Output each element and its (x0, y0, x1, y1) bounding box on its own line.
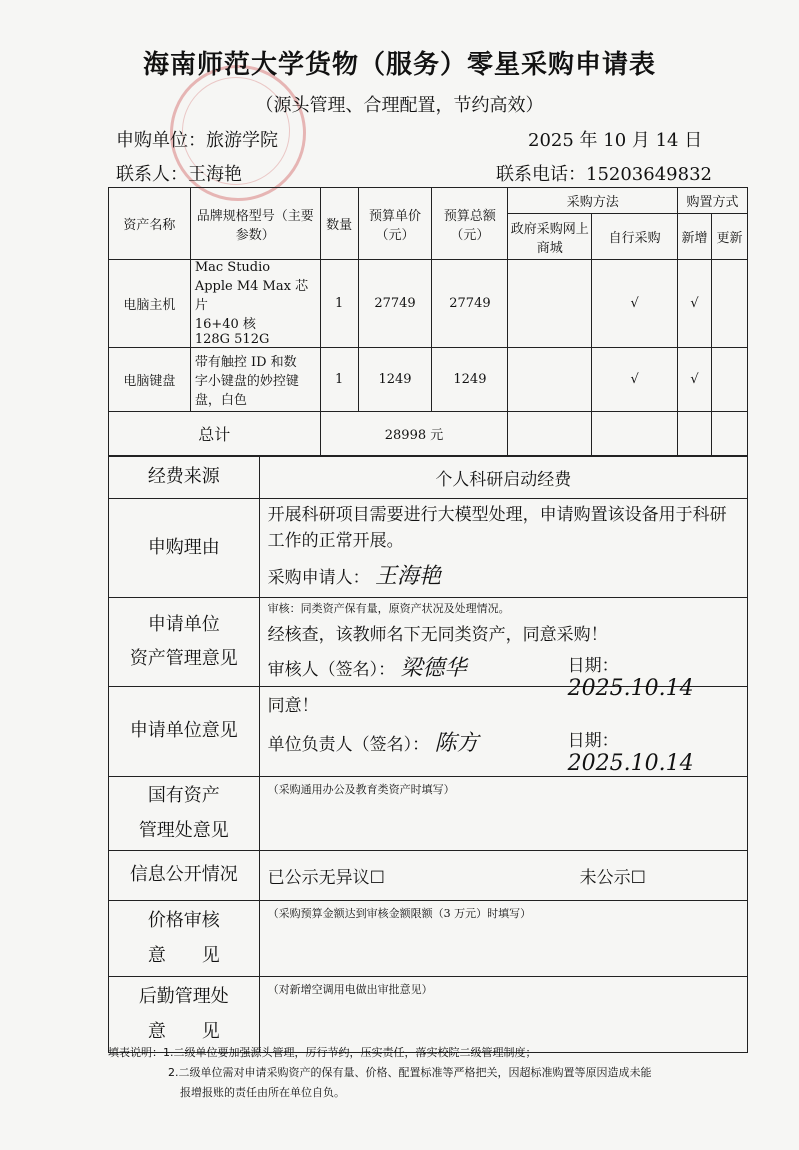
asset-name: 电脑主机 (109, 260, 191, 348)
fund-value: 个人科研启动经费 (259, 457, 747, 499)
state-asset-label-line: 管理处意见 (138, 819, 229, 841)
logistics-label-line: 意 见 (147, 1020, 220, 1042)
new-check: √ (678, 348, 712, 412)
footer-note-3: 报增报账的责任由所在单位自负。 (180, 1086, 345, 1099)
info-unpublished: 未公示☐ (579, 868, 646, 888)
asset-opinion: 经核查，该教师名下无同类资产，同意采购！ (267, 625, 608, 645)
asset-date-value: 2025.10.14 (567, 676, 694, 701)
sum-value: 28998 元 (320, 412, 508, 456)
logistics-label (109, 977, 260, 1053)
phone-value: 15203649832 (586, 164, 712, 185)
unit-opinion-label: 申请单位意见 (109, 687, 260, 777)
contact-field (116, 160, 242, 186)
col-total-header: 预算总额（元） (432, 188, 508, 260)
sum-row (109, 412, 748, 456)
col-method-gov-header: 政府采购网上商城 (508, 214, 592, 260)
unit-price-cell: 27749 (358, 260, 432, 348)
sum-empty-cell (711, 412, 747, 456)
method-self-check: √ (592, 348, 678, 412)
method-self-check: √ (592, 260, 678, 348)
leader-signature: 陈方 (434, 731, 479, 756)
total-cell: 27749 (432, 260, 508, 348)
renew-cell (711, 348, 747, 412)
unit-opinion: 同意！ (267, 696, 319, 716)
method-gov-cell (508, 348, 592, 412)
spec-line: Mac Studio (194, 260, 271, 275)
col-unit-price-header: 预算单价（元） (358, 188, 432, 260)
renew-cell (711, 260, 747, 348)
info-published: 已公示无异议☐ (267, 868, 385, 888)
method-gov-cell (508, 260, 592, 348)
unit-field (116, 126, 278, 152)
unit-date-field (568, 726, 739, 776)
applicant-label: 采购申请人： (267, 568, 370, 588)
state-asset-note: （采购通用办公及教育类资产时填写） (267, 783, 455, 796)
unit-date-label: 日期： (567, 731, 619, 751)
sum-empty-cell (508, 412, 592, 456)
asset-mgmt-label-line: 资产管理意见 (129, 648, 238, 669)
new-check: √ (678, 260, 712, 348)
total-cell: 1249 (432, 348, 508, 412)
reason-text: 开展科研项目需要进行大模型处理，申请购置该设备用于科研工作的正常开展。 (267, 505, 727, 551)
sum-empty-cell (678, 412, 712, 456)
items-table (108, 187, 748, 456)
price-review-label (109, 901, 260, 977)
spec-cell (190, 348, 320, 412)
sum-empty-cell (592, 412, 678, 456)
leader-line (267, 726, 739, 776)
col-asset-header: 资产名称 (109, 188, 191, 260)
sum-label: 总计 (109, 412, 321, 456)
col-method-header: 采购方法 (508, 188, 678, 214)
spec-cell (190, 260, 320, 348)
spec-line: 带有触控 ID 和数 (194, 355, 297, 370)
footer-note-2: 2.二级单位需对申请采购资产的保有量、价格、配置标准等严格把关，因超标准购置等原因造成未能 (168, 1066, 652, 1079)
unit-label: 申购单位： (116, 130, 206, 151)
request-date: 2025 年 10 月 14 日 (528, 130, 703, 151)
price-review-label-line: 价格审核 (147, 910, 220, 932)
unit-value: 旅游学院 (206, 130, 278, 151)
info-label: 信息公开情况 (109, 851, 260, 901)
fund-label: 经费来源 (109, 457, 260, 499)
auditor-line (267, 651, 739, 701)
asset-mgmt-label-line: 申请单位 (147, 613, 220, 635)
col-spec-header: 品牌规格型号（主要参数） (190, 188, 320, 260)
unit-price-cell: 1249 (358, 348, 432, 412)
col-purchase-header: 购置方式 (678, 188, 748, 214)
state-asset-cell (259, 777, 747, 851)
approval-table (108, 456, 748, 1053)
asset-note: 审核：同类资产保有量，原资产状况及处理情况。 (267, 602, 510, 615)
reason-label: 申购理由 (109, 499, 260, 598)
state-asset-label-line: 国有资产 (147, 785, 220, 807)
phone-label: 联系电话： (496, 164, 586, 185)
applicant-line (268, 560, 739, 593)
col-renew-header: 更新 (711, 214, 747, 260)
asset-mgmt-cell (259, 598, 747, 701)
asset-date-field (568, 651, 739, 701)
reason-cell (259, 499, 747, 598)
qty-cell: 1 (320, 348, 358, 412)
col-qty-header: 数量 (320, 188, 358, 260)
asset-date-label: 日期： (567, 656, 619, 676)
contact-value: 王海艳 (188, 164, 242, 185)
spec-line: 16+40 核 (194, 317, 256, 332)
col-method-self-header: 自行采购 (592, 214, 678, 260)
spec-line: 盘，白色 (194, 393, 247, 408)
table-row (109, 260, 748, 348)
qty-cell: 1 (320, 260, 358, 348)
price-review-label-line: 意 见 (147, 944, 220, 966)
table-row (109, 348, 748, 412)
logistics-note: （对新增空调用电做出审批意见） (267, 983, 433, 996)
contact-label: 联系人： (116, 164, 188, 185)
phone-field (496, 160, 712, 186)
spec-line: Apple M4 Max 芯片 (194, 279, 309, 313)
form-subtitle: （源头管理、合理配置，节约高效） (255, 95, 544, 116)
form-title: 海南师范大学货物（服务）零星采购申请表 (142, 50, 656, 80)
spec-line: 128G 512G (194, 332, 270, 347)
state-asset-label (109, 777, 260, 851)
footer-note-1: 填表说明：1.二级单位要加强源头管理，厉行节约，压实责任，落实校院二级管理制度； (108, 1046, 537, 1059)
applicant-signature: 王海艳 (375, 564, 442, 589)
leader-label: 单位负责人（签名）： (267, 735, 430, 755)
asset-mgmt-label (109, 598, 260, 687)
asset-name: 电脑键盘 (109, 348, 191, 412)
col-new-header: 新增 (678, 214, 712, 260)
info-cell (259, 851, 747, 901)
spec-line: 字小键盘的妙控键 (194, 374, 299, 389)
price-review-note: （采购预算金额达到审核金额限额（3 万元）时填写） (267, 907, 532, 920)
logistics-label-line: 后勤管理处 (138, 986, 229, 1008)
auditor-signature: 梁德华 (400, 656, 467, 681)
unit-date-value: 2025.10.14 (567, 751, 694, 776)
price-review-cell (259, 901, 747, 977)
auditor-label: 审核人（签名）： (267, 660, 396, 680)
logistics-cell (259, 977, 747, 1053)
